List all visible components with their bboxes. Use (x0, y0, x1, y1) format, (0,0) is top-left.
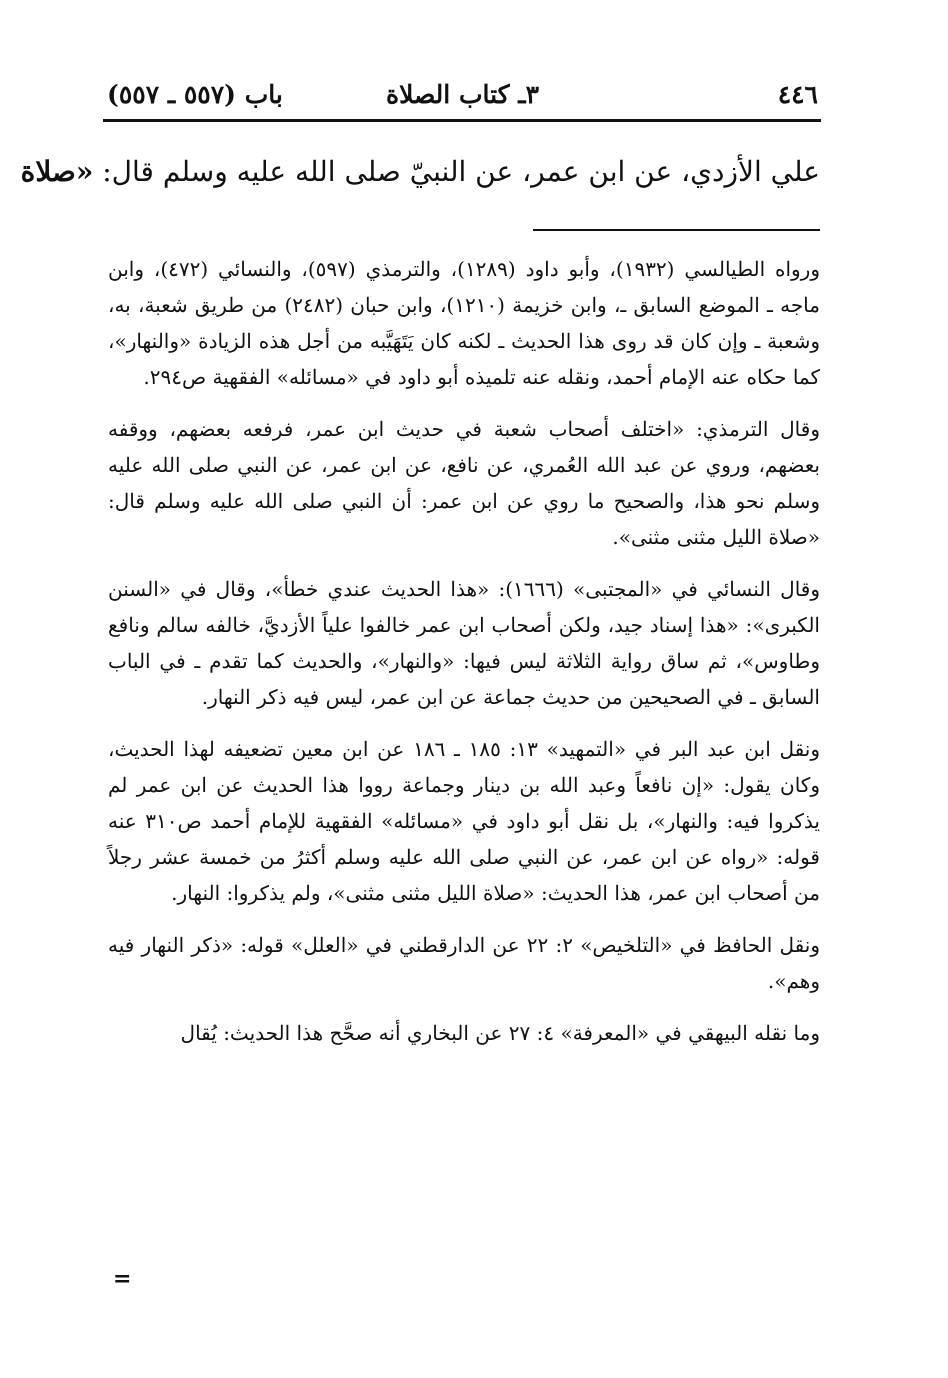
footnote-paragraph: وما نقله البيهقي في «المعرفة» ٤: ٢٧ عن البخاري أنه صحَّح هذا الحديث: يُقال (180, 1021, 820, 1045)
page-number: ٤٤٦ (777, 80, 818, 109)
running-header (105, 76, 820, 116)
footnote-paragraph: وقال الترمذي: «اختلف أصحاب شعبة في حديث ابن عمر، فرفعه بعضهم، ووقفه بعضهم، وروي عن عبد الله العُمري، عن نافع، عن ابن عمر، عن النبي صلى الله عليه وسلم نحو هذا، والصحيح ما روي عن ابن عمر: أن النبي صلى الله عليه وسلم قال: «صلاة الليل مثنى مثنى». (108, 417, 820, 549)
chapter-range: باب (٥٥٧ ـ ٥٥٧) (107, 80, 283, 109)
footnote-paragraph: ورواه الطيالسي (١٩٣٢)، وأبو داود (١٢٨٩)، والترمذي (٥٩٧)، والنسائي (٤٧٢)، وابن ماجه ـ الموضع السابق ـ، وابن خزيمة (١٢١٠)، وابن حبان (٢٤٨٢) من طريق شعبة، به، وشعبة ـ وإن كان قد روى هذا الحديث ـ لكنه كان يَتَهَيَّبه من أجل هذه الزيادة «والنهار»، كما حكاه عنه الإمام أحمد، ونقله عنه تلميذه أبو داود في «مسائله» الفقهية ص٢٩٤. (108, 257, 820, 389)
quote-start: «صلاة (20, 155, 94, 188)
header-rule (103, 119, 821, 122)
footnote-separator (533, 229, 820, 231)
main-text: علي الأزدي، عن ابن عمر، عن النبيّ صلى الله عليه وسلم قال: (102, 155, 820, 188)
footnotes (108, 251, 820, 1051)
continuation-mark: = (113, 1266, 132, 1292)
main-text-line (20, 150, 820, 194)
footnote-paragraph: ونقل ابن عبد البر في «التمهيد» ١٣: ١٨٥ ـ ١٨٦ عن ابن معين تضعيفه لهذا الحديث، وكان يقول: «إن نافعاً وعبد الله بن دينار وجماعة رووا هذا الحديث عن ابن عمر لم يذكروا فيه: والنهار»، بل نقل أبو داود في «مسائله» الفقهية للإمام أحمد ص٣١٠ عنه قوله: «رواه عن ابن عمر، عن النبي صلى الله عليه وسلم أكثرُ من خمسة عشر رجلاً من أصحاب ابن عمر، هذا الحديث: «صلاة الليل مثنى مثنى»، ولم يذكروا: النهار. (108, 737, 821, 905)
book-title: ٣ـ كتاب الصلاة (385, 80, 540, 109)
footnote-paragraph: وقال النسائي في «المجتبى» (١٦٦٦): «هذا الحديث عندي خطأ»، وقال في «السنن الكبرى»: «هذا إسناد جيد، ولكن أصحاب ابن عمر خالفوا علياً الأزديَّ، خالفه سالم ونافع وطاوس»، ثم ساق رواية الثلاثة ليس فيها: «والنهار»، والحديث كما تقدم ـ في الباب السابق ـ في الصحيحين من حديث جماعة عن ابن عمر، ليس فيه ذكر النهار. (108, 577, 821, 709)
footnote-paragraph: ونقل الحافظ في «التلخيص» ٢: ٢٢ عن الدارقطني في «العلل» قوله: «ذكر النهار فيه وهم». (108, 933, 820, 993)
